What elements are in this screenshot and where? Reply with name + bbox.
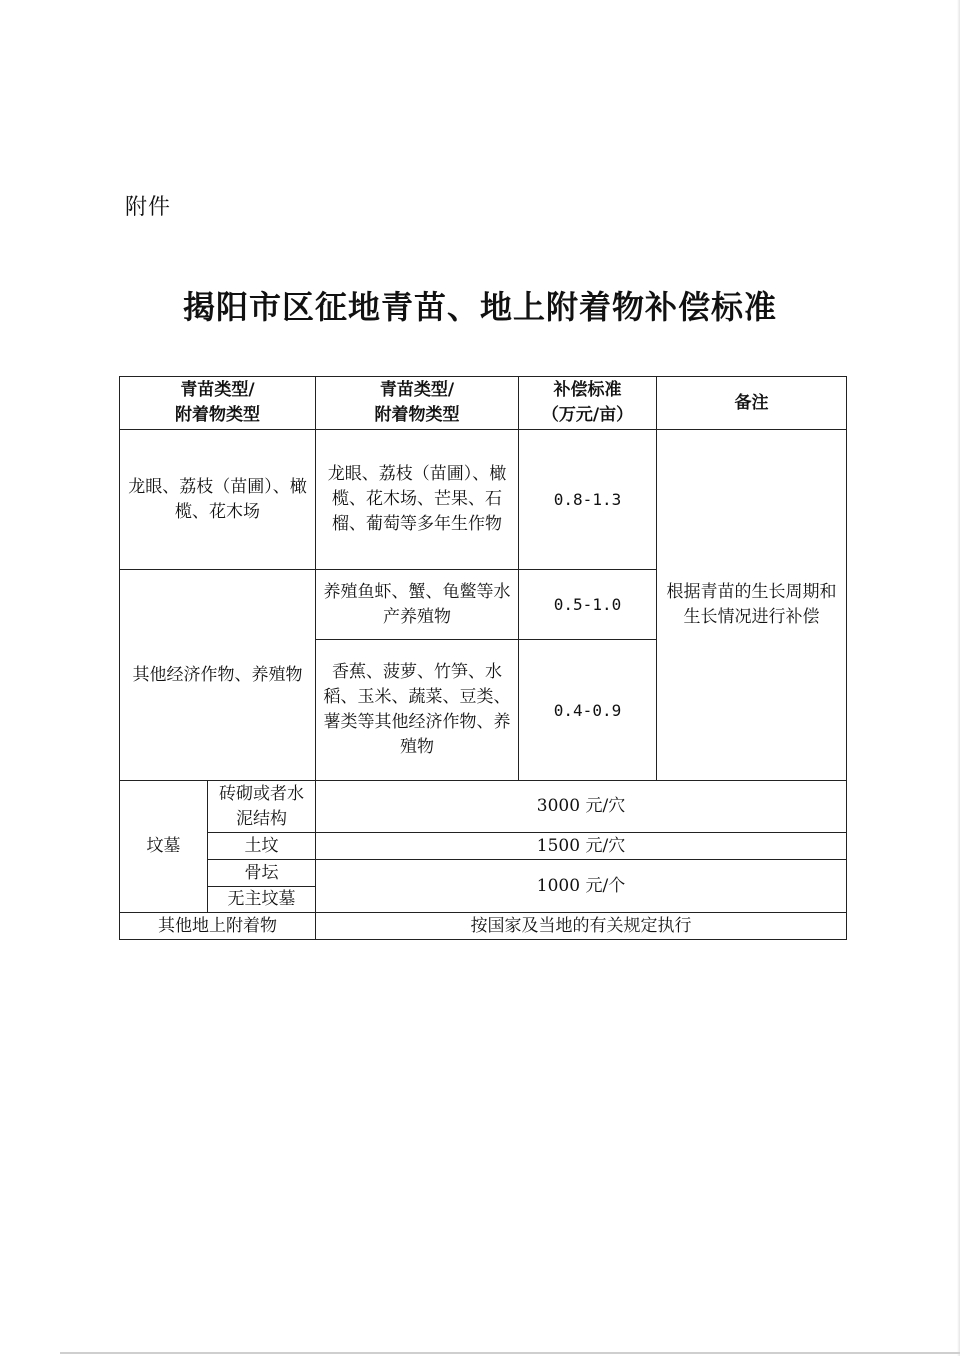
standard-cell: 0.8-1.3 <box>519 430 657 570</box>
category-cell: 龙眼、荔枝（苗圃）、橄榄、花木场 <box>120 430 316 570</box>
header-text: 附着物类型 <box>175 405 260 425</box>
tomb-type-cell: 骨坛 <box>208 860 316 887</box>
header-text: 青苗类型/ <box>379 380 455 400</box>
tomb-standard-cell: 1000 元/个 <box>316 860 847 913</box>
other-standard-cell: 按国家及当地的有关规定执行 <box>316 913 847 940</box>
tomb-category-cell: 坟墓 <box>120 781 208 913</box>
tomb-type-cell: 砖砌或者水泥结构 <box>208 781 316 833</box>
category-cell: 其他经济作物、养殖物 <box>120 570 316 781</box>
header-text: 附着物类型 <box>374 405 460 425</box>
header-cell-remark: 备注 <box>657 377 847 430</box>
header-cell-type-2 <box>316 377 519 430</box>
table-row <box>120 860 847 887</box>
tomb-type-cell: 无主坟墓 <box>208 887 316 913</box>
detail-cell: 养殖鱼虾、蟹、龟鳖等水产养殖物 <box>316 570 519 640</box>
table-row <box>120 913 847 940</box>
compensation-table <box>119 376 847 940</box>
other-category-cell: 其他地上附着物 <box>120 913 316 940</box>
header-cell-standard <box>519 377 657 430</box>
attachment-label: 附件 <box>125 195 172 220</box>
tomb-standard-cell: 1500 元/穴 <box>316 833 847 860</box>
standard-cell: 0.4-0.9 <box>519 640 657 781</box>
standard-cell: 0.5-1.0 <box>519 570 657 640</box>
header-text: 补偿标准 <box>553 380 622 400</box>
document-title: 揭阳市区征地青苗、地上附着物补偿标准 <box>182 288 777 326</box>
header-text: （万元/亩） <box>541 405 634 425</box>
page-edge-bottom <box>60 1352 960 1354</box>
table-header-row <box>120 377 847 430</box>
detail-cell: 香蕉、菠萝、竹笋、水稻、玉米、蔬菜、豆类、薯类等其他经济作物、养殖物 <box>316 640 519 781</box>
table-row <box>120 781 847 833</box>
table-row <box>120 430 847 570</box>
header-cell-type-1 <box>120 377 316 430</box>
header-text: 青苗类型/ <box>180 380 255 400</box>
table-row <box>120 833 847 860</box>
tomb-type-cell: 土坟 <box>208 833 316 860</box>
detail-cell: 龙眼、荔枝（苗圃）、橄榄、花木场、芒果、石榴、葡萄等多年生作物 <box>316 430 519 570</box>
remark-cell: 根据青苗的生长周期和生长情况进行补偿 <box>657 430 847 781</box>
tomb-standard-cell: 3000 元/穴 <box>316 781 847 833</box>
